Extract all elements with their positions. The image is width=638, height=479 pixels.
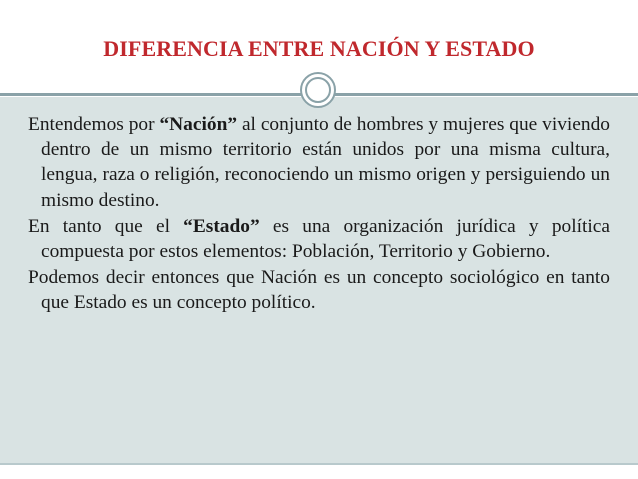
- slide-title: DIFERENCIA ENTRE NACIÓN Y ESTADO: [103, 36, 535, 61]
- slide-body: [28, 112, 610, 317]
- paragraph-nacion-intro: Entendemos por: [28, 114, 160, 135]
- paragraph-estado-definition: es una organización jurídica y política compuesta por estos elementos: Población, Territorio y Gobierno.: [41, 215, 610, 263]
- paragraph-conclusion-text: Podemos decir entonces que Nación es un concepto sociológico en tanto que Estado es un concepto político.: [28, 267, 610, 314]
- paragraph-conclusion: [28, 265, 610, 315]
- paragraph-nacion: [28, 112, 610, 213]
- divider-circle-inner-ornament: [305, 77, 331, 103]
- bottom-margin: [0, 463, 638, 479]
- paragraph-nacion-definition: al conjunto de hombres y mujeres que viviendo dentro de un mismo territorio están unidos por una misma cultura, lengua, raza o religión, reconociendo un mismo origen y persiguiendo un mismo destino.: [41, 114, 610, 211]
- term-nacion: “Nación”: [159, 114, 238, 135]
- term-estado: “Estado”: [183, 215, 260, 237]
- bottom-divider: [0, 463, 638, 465]
- paragraph-estado-intro: En tanto que el: [28, 215, 184, 237]
- paragraph-estado: [28, 214, 610, 264]
